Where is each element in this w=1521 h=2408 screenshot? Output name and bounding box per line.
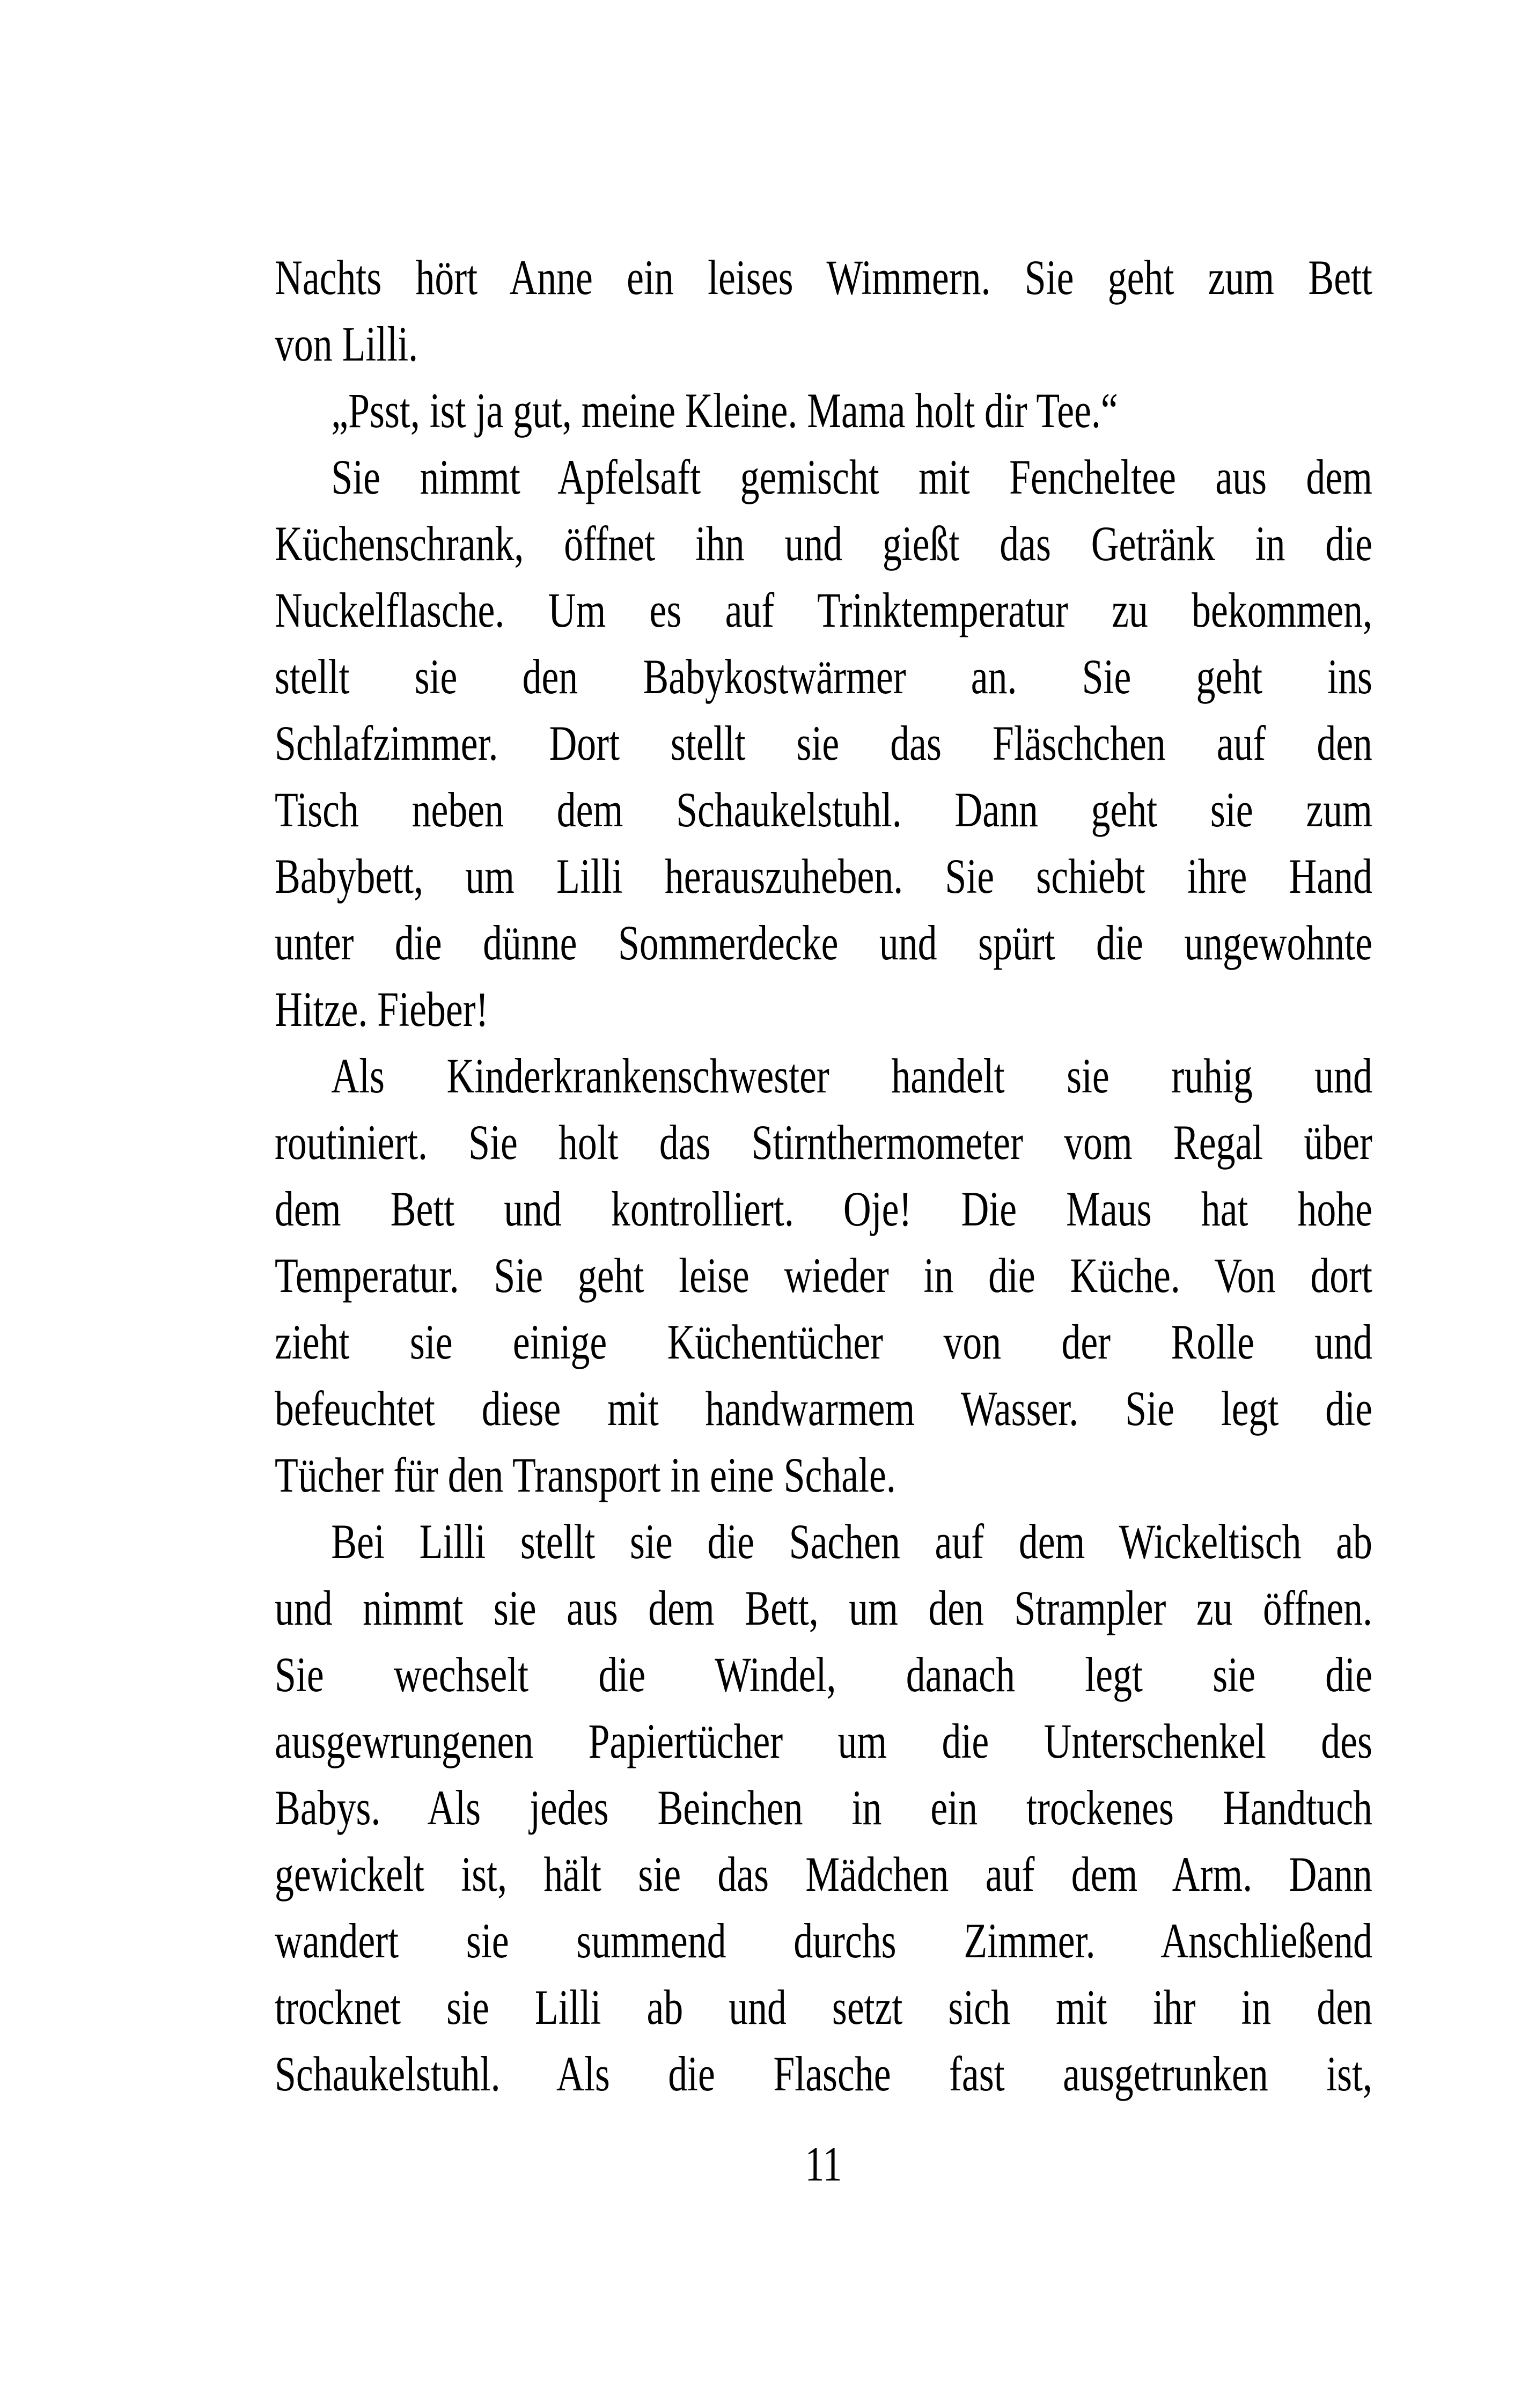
- text-line: gewickelt ist, hält sie das Mädchen auf dem Arm. Dann: [275, 1847, 1372, 1902]
- text-line: wandert sie summend durchs Zimmer. Anschließend: [275, 1913, 1372, 1968]
- text-line: „Psst, ist ja gut, meine Kleine. Mama holt dir Tee.“: [331, 383, 1118, 438]
- text-line: Sie nimmt Apfelsaft gemischt mit Fencheltee aus dem: [331, 450, 1372, 504]
- text-line: Temperatur. Sie geht leise wieder in die Küche. Von dort: [275, 1248, 1372, 1303]
- text-line: dem Bett und kontrolliert. Oje! Die Maus hat hohe: [275, 1181, 1372, 1236]
- text-line: unter die dünne Sommerdecke und spürt die ungewohnte: [275, 915, 1372, 970]
- text-block: [275, 244, 1372, 2197]
- text-line: Schaukelstuhl. Als die Flasche fast ausgetrunken ist,: [275, 2046, 1372, 2101]
- text-line: Nuckelflasche. Um es auf Trinktemperatur zu bekommen,: [275, 583, 1372, 637]
- text-line: Bei Lilli stellt sie die Sachen auf dem Wickeltisch ab: [331, 1514, 1372, 1569]
- text-line: und nimmt sie aus dem Bett, um den Strampler zu öffnen.: [275, 1581, 1372, 1635]
- text-line: Sie wechselt die Windel, danach legt sie die: [275, 1647, 1372, 1702]
- text-line: Hitze. Fieber!: [275, 982, 489, 1037]
- text-line: Babybett, um Lilli herauszuheben. Sie schiebt ihre Hand: [275, 849, 1372, 904]
- text-line: Tisch neben dem Schaukelstuhl. Dann geht sie zum: [275, 782, 1372, 837]
- text-line: Tücher für den Transport in eine Schale.: [275, 1448, 896, 1502]
- text-line: Als Kinderkrankenschwester handelt sie ruhig und: [331, 1048, 1372, 1103]
- text-line: trocknet sie Lilli ab und setzt sich mit ihr in den: [275, 1980, 1372, 2035]
- text-line: routiniert. Sie holt das Stirnthermometer vom Regal über: [275, 1115, 1372, 1170]
- text-line: Nachts hört Anne ein leises Wimmern. Sie geht zum Bett: [275, 250, 1372, 305]
- text-line: stellt sie den Babykostwärmer an. Sie geht ins: [275, 649, 1372, 704]
- text-line: Babys. Als jedes Beinchen in ein trockenes Handtuch: [275, 1780, 1372, 1835]
- text-line: befeuchtet diese mit handwarmem Wasser. Sie legt die: [275, 1381, 1372, 1436]
- text-line: Küchenschrank, öffnet ihn und gießt das Getränk in die: [275, 516, 1372, 571]
- text-line: von Lilli.: [275, 317, 418, 371]
- text-line: ausgewrungenen Papiertücher um die Unterschenkel des: [275, 1714, 1372, 1768]
- text-line: Schlafzimmer. Dort stellt sie das Fläschchen auf den: [275, 716, 1372, 770]
- page-number: 11: [805, 2137, 842, 2191]
- text-line: zieht sie einige Küchentücher von der Rolle und: [275, 1315, 1372, 1369]
